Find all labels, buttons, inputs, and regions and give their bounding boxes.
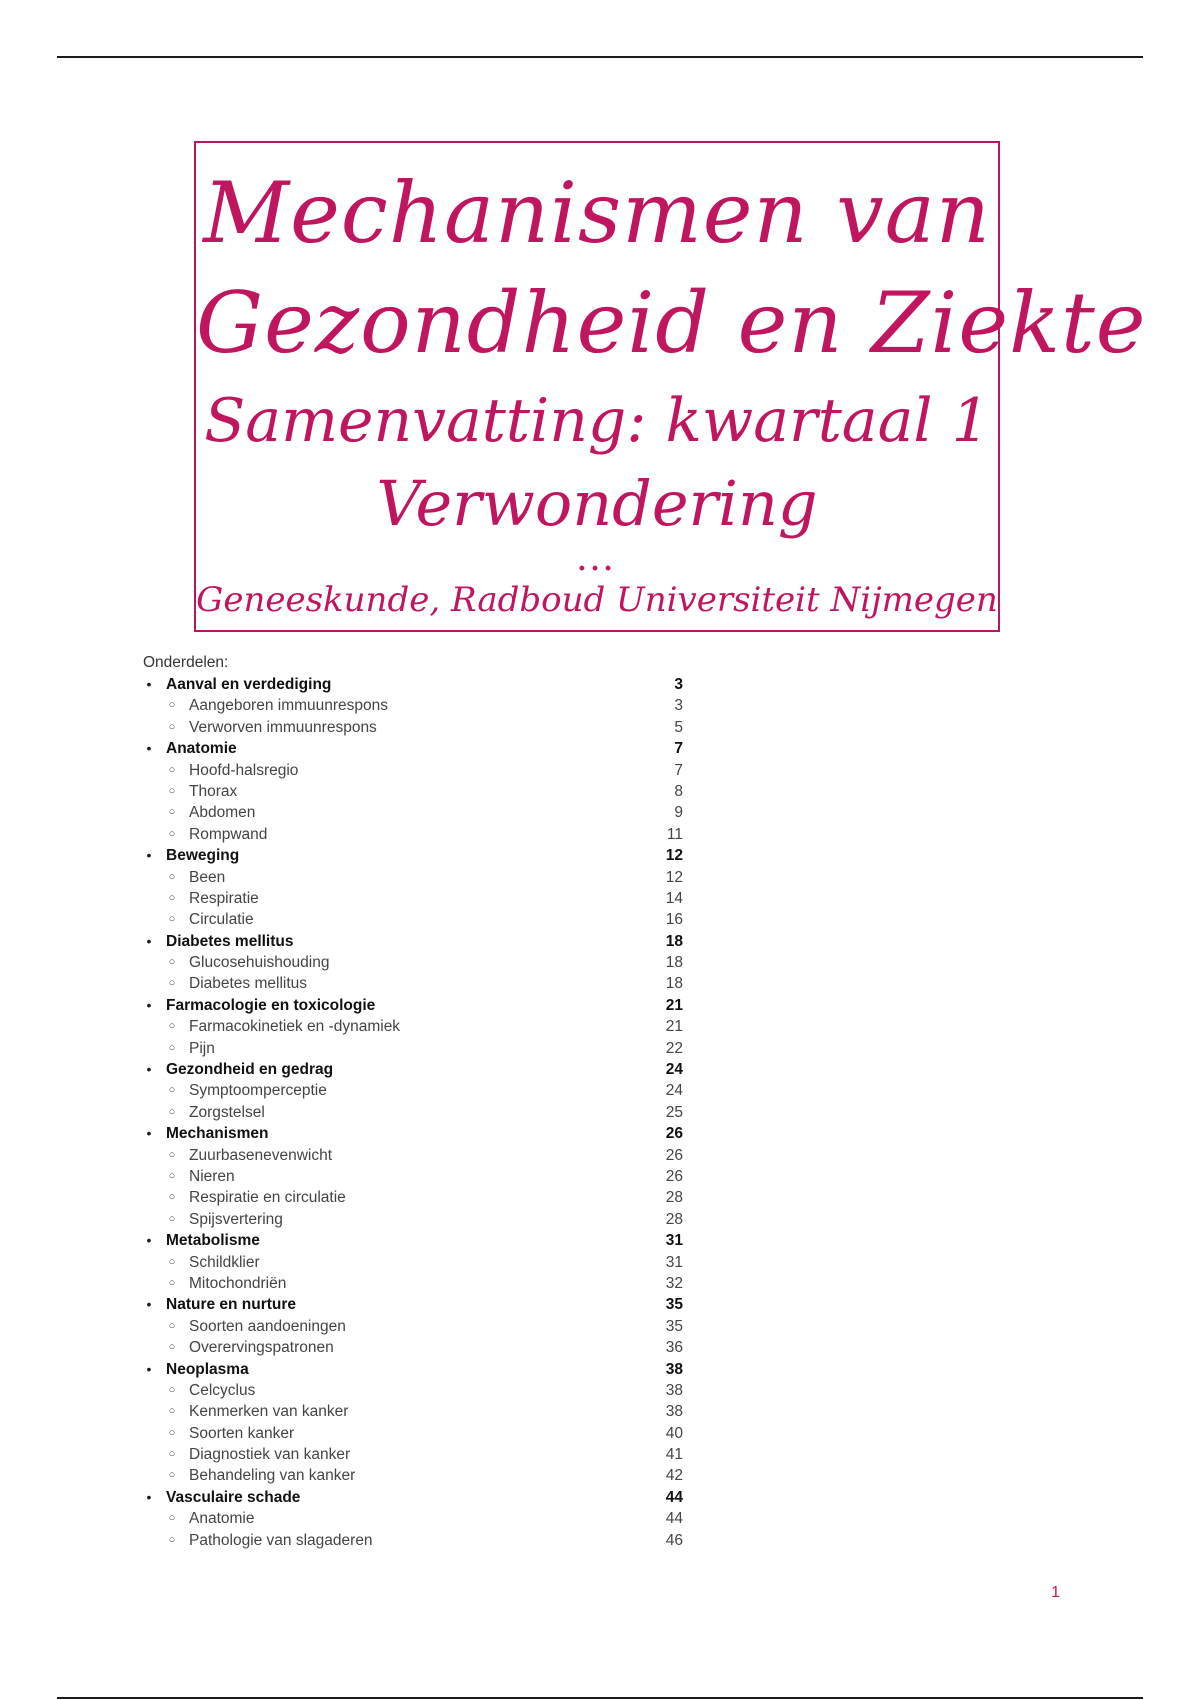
toc-page-number: 24	[665, 1082, 683, 1100]
toc-page-number: 14	[665, 889, 683, 907]
toc-page-number: 26	[665, 1167, 683, 1185]
toc-subsection	[143, 888, 683, 909]
toc-section	[143, 995, 683, 1016]
bullet-circle-icon: ○	[168, 806, 176, 819]
toc-page-number: 40	[665, 1424, 683, 1442]
toc-label: Schildklier	[189, 1253, 260, 1271]
bullet-circle-icon: ○	[168, 1041, 176, 1054]
toc-label: Anatomie	[189, 1510, 255, 1528]
toc-page-number: 12	[665, 847, 683, 865]
toc-label: Hoofd-halsregio	[189, 761, 299, 779]
toc-subsection	[143, 1465, 683, 1486]
toc-subsection	[143, 717, 683, 738]
toc-subsection	[143, 867, 683, 888]
toc-section	[143, 674, 683, 695]
toc-page-number: 5	[674, 718, 683, 736]
title-ellipsis: ...	[577, 547, 617, 577]
bullet-circle-icon: ○	[168, 1533, 176, 1546]
bullet-disc-icon: •	[146, 1488, 152, 1505]
toc-section	[143, 845, 683, 866]
toc-label: Pathologie van slagaderen	[189, 1531, 373, 1549]
toc-label: Circulatie	[189, 911, 254, 929]
bullet-circle-icon: ○	[168, 1020, 176, 1033]
toc-label: Anatomie	[166, 740, 237, 758]
toc-subsection	[143, 781, 683, 802]
toc-subsection	[143, 802, 683, 823]
toc-subsection	[143, 1444, 683, 1465]
toc-label: Farmacokinetiek en -dynamiek	[189, 1018, 401, 1036]
toc-page-number: 46	[665, 1531, 683, 1549]
toc-label: Soorten kanker	[189, 1424, 295, 1442]
page-number: 1	[1051, 1584, 1060, 1601]
bullet-circle-icon: ○	[168, 1448, 176, 1461]
bullet-circle-icon: ○	[168, 1383, 176, 1396]
toc-label: Zuurbasenevenwicht	[189, 1146, 333, 1164]
bullet-circle-icon: ○	[168, 1212, 176, 1225]
bullet-circle-icon: ○	[168, 1105, 176, 1118]
bullet-circle-icon: ○	[168, 977, 176, 990]
toc-section	[143, 738, 683, 759]
toc-subsection	[143, 973, 683, 994]
title-institution: Geneeskunde, Radboud Universiteit Nijmegen	[196, 580, 998, 620]
toc-page-number: 44	[665, 1510, 683, 1528]
bullet-circle-icon: ○	[168, 1084, 176, 1097]
table-of-contents	[143, 652, 683, 1551]
title-line-2: Gezondheid en Ziekte	[196, 274, 1147, 372]
subtitle-theme: Verwondering	[376, 467, 818, 540]
toc-label: Aangeboren immuunrespons	[189, 697, 389, 715]
toc-page-number: 18	[665, 975, 683, 993]
toc-page-number: 18	[665, 954, 683, 972]
bullet-circle-icon: ○	[168, 699, 176, 712]
toc-page-number: 26	[665, 1146, 683, 1164]
toc-subsection	[143, 1530, 683, 1551]
bullet-circle-icon: ○	[168, 763, 176, 776]
toc-page-number: 31	[665, 1232, 683, 1250]
toc-page-number: 9	[674, 804, 683, 822]
toc-label: Respiratie	[189, 889, 259, 907]
toc-page-number: 11	[666, 825, 683, 843]
toc-page-number: 18	[665, 932, 683, 950]
toc-page-number: 28	[665, 1210, 683, 1228]
toc-label: Glucosehuishouding	[189, 954, 330, 972]
toc-page-number: 3	[674, 697, 683, 715]
toc-subsection	[143, 1337, 683, 1358]
toc-page-number: 38	[665, 1381, 683, 1399]
toc-page-number: 3	[674, 676, 683, 693]
toc-section	[143, 1230, 683, 1251]
toc-label: Neoplasma	[166, 1360, 249, 1378]
toc-page-number: 41	[665, 1446, 683, 1464]
bullet-circle-icon: ○	[168, 1169, 176, 1182]
toc-subsection	[143, 1252, 683, 1273]
bullet-disc-icon: •	[146, 1232, 152, 1249]
toc-section	[143, 931, 683, 952]
toc-subsection	[143, 824, 683, 845]
toc-heading: Onderdelen:	[143, 654, 229, 671]
toc-subsection	[143, 1401, 683, 1422]
toc-label: Mechanismen	[166, 1125, 269, 1143]
toc-subsection	[143, 1316, 683, 1337]
toc-label: Gezondheid en gedrag	[166, 1061, 334, 1079]
toc-page-number: 35	[665, 1317, 683, 1335]
bullet-circle-icon: ○	[168, 1191, 176, 1204]
toc-section	[143, 1123, 683, 1144]
bullet-circle-icon: ○	[168, 891, 176, 904]
toc-label: Overervingspatronen	[189, 1339, 334, 1357]
toc-label: Respiratie en circulatie	[189, 1189, 346, 1207]
toc-page-number: 32	[665, 1274, 683, 1292]
toc-section	[143, 1294, 683, 1315]
bullet-circle-icon: ○	[168, 956, 176, 969]
toc-page-number: 25	[665, 1103, 683, 1121]
toc-page-number: 26	[665, 1125, 683, 1143]
toc-label: Zorgstelsel	[189, 1103, 265, 1121]
toc-label: Diabetes mellitus	[166, 932, 294, 950]
bullet-circle-icon: ○	[168, 720, 176, 733]
toc-label: Spijsvertering	[189, 1210, 283, 1228]
toc-page-number: 38	[665, 1403, 683, 1421]
toc-label: Vasculaire schade	[166, 1488, 301, 1506]
bullet-circle-icon: ○	[168, 1469, 176, 1482]
bullet-disc-icon: •	[146, 1360, 152, 1377]
toc-subsection	[143, 1080, 683, 1101]
bullet-circle-icon: ○	[168, 1426, 176, 1439]
bullet-disc-icon: •	[146, 676, 152, 692]
title-box	[194, 141, 1147, 632]
bullet-circle-icon: ○	[168, 1405, 176, 1418]
toc-label: Been	[189, 868, 226, 886]
toc-page-number: 38	[665, 1360, 683, 1378]
toc-label: Aanval en verdediging	[166, 676, 332, 693]
toc-page-number: 12	[665, 868, 683, 886]
title-line-1: Mechanismen van	[203, 164, 991, 262]
toc-subsection	[143, 1380, 683, 1401]
toc-page-number: 35	[665, 1296, 683, 1314]
toc-page-number: 36	[665, 1339, 683, 1357]
bullet-circle-icon: ○	[168, 1255, 176, 1268]
toc-page-number: 21	[665, 1018, 683, 1036]
toc-page-number: 7	[674, 740, 683, 758]
bullet-disc-icon: •	[146, 1061, 152, 1078]
toc-label: Farmacologie en toxicologie	[166, 996, 376, 1014]
bullet-circle-icon: ○	[168, 1148, 176, 1161]
toc-subsection	[143, 1166, 683, 1187]
toc-page-number: 16	[665, 911, 683, 929]
toc-page-number: 21	[665, 996, 683, 1014]
toc-page-number: 22	[665, 1039, 683, 1057]
footer-rule	[57, 1697, 1143, 1699]
bullet-circle-icon: ○	[168, 784, 176, 797]
toc-section	[143, 1487, 683, 1508]
toc-label: Rompwand	[189, 825, 268, 843]
toc-label: Metabolisme	[166, 1232, 260, 1250]
bullet-disc-icon: •	[146, 740, 152, 757]
toc-label: Abdomen	[189, 804, 256, 822]
subtitle-summary: Samenvatting: kwartaal 1	[204, 386, 990, 456]
toc-page-number: 42	[665, 1467, 683, 1485]
toc-subsection	[143, 1508, 683, 1529]
toc-page-number: 28	[665, 1189, 683, 1207]
toc-subsection	[143, 1016, 683, 1037]
bullet-disc-icon: •	[146, 1125, 152, 1142]
bullet-circle-icon: ○	[168, 913, 176, 926]
bullet-disc-icon: •	[146, 996, 152, 1013]
toc-label: Diabetes mellitus	[189, 975, 308, 993]
bullet-disc-icon: •	[146, 932, 152, 949]
toc-subsection	[143, 1273, 683, 1294]
toc-label: Nature en nurture	[166, 1296, 297, 1314]
toc-label: Celcyclus	[189, 1381, 256, 1399]
toc-section	[143, 1359, 683, 1380]
toc-subsection	[143, 1102, 683, 1123]
toc-subsection	[143, 1187, 683, 1208]
toc-subsection	[143, 1145, 683, 1166]
toc-page-number: 8	[674, 782, 683, 800]
toc-page-number: 31	[665, 1253, 683, 1271]
toc-label: Soorten aandoeningen	[189, 1317, 346, 1335]
toc-subsection	[143, 909, 683, 930]
toc-label: Diagnostiek van kanker	[189, 1446, 351, 1464]
toc-page-number: 24	[665, 1061, 683, 1079]
toc-label: Verworven immuunrespons	[189, 718, 377, 736]
bullet-circle-icon: ○	[168, 1276, 176, 1289]
bullet-disc-icon: •	[146, 1296, 152, 1313]
toc-label: Mitochondriën	[189, 1274, 287, 1292]
bullet-circle-icon: ○	[168, 827, 176, 840]
toc-page-number: 7	[674, 761, 683, 779]
toc-label: Nieren	[189, 1167, 235, 1185]
toc-subsection	[143, 1423, 683, 1444]
toc-label: Pijn	[189, 1039, 215, 1057]
bullet-circle-icon: ○	[168, 870, 176, 883]
bullet-disc-icon: •	[146, 847, 152, 864]
toc-list	[143, 674, 683, 1551]
toc-label: Symptoomperceptie	[189, 1082, 327, 1100]
toc-label: Behandeling van kanker	[189, 1467, 356, 1485]
bullet-circle-icon: ○	[168, 1341, 176, 1354]
toc-subsection	[143, 1038, 683, 1059]
toc-subsection	[143, 1209, 683, 1230]
toc-subsection	[143, 760, 683, 781]
toc-label: Kenmerken van kanker	[189, 1403, 349, 1421]
header-rule	[57, 56, 1143, 58]
bullet-circle-icon: ○	[168, 1512, 176, 1525]
toc-label: Beweging	[166, 847, 240, 865]
toc-subsection	[143, 952, 683, 973]
toc-section	[143, 1059, 683, 1080]
toc-page-number: 44	[665, 1488, 683, 1506]
toc-label: Thorax	[189, 782, 238, 800]
bullet-circle-icon: ○	[168, 1319, 176, 1332]
toc-subsection	[143, 695, 683, 716]
